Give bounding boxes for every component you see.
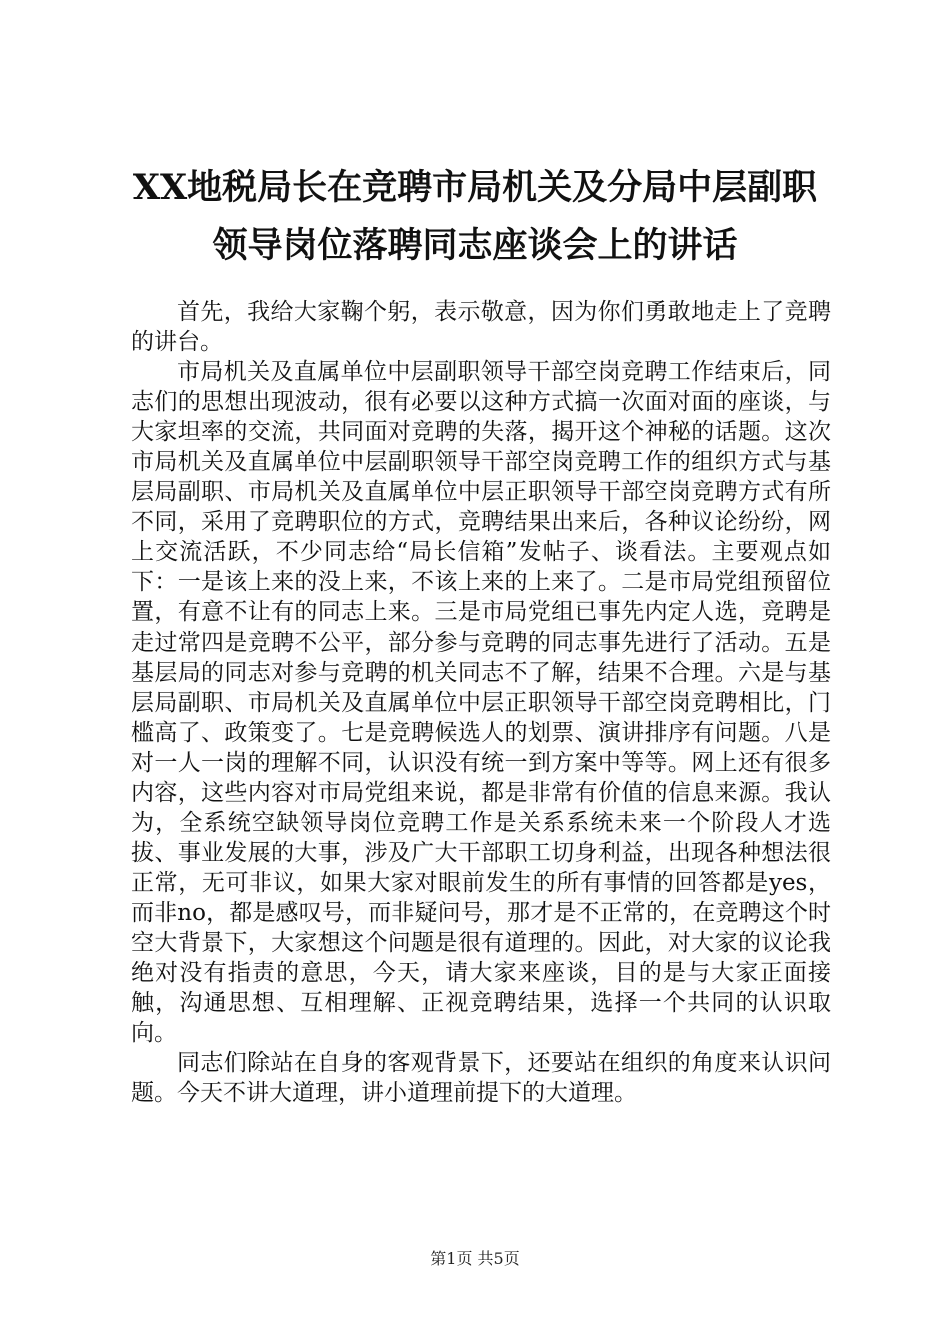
- document-title-line2: 领导岗位落聘同志座谈会上的讲话: [212, 225, 738, 266]
- document-body: [131, 297, 831, 1108]
- paragraph: 首先，我给大家鞠个躬，表示敬意，因为你们勇敢地走上了竞聘的讲台。: [131, 299, 831, 356]
- paragraph: 同志们除站在自身的客观背景下，还要站在组织的角度来认识问题。今天不讲大道理，讲小道理前提下的大道理。: [131, 1050, 831, 1107]
- page-number-footer: 第1页 共5页: [430, 1249, 520, 1268]
- document-title-line1: XX地税局长在竞聘市局机关及分局中层副职: [132, 167, 818, 208]
- paragraph: 市局机关及直属单位中层副职领导干部空岗竞聘工作结束后，同志们的思想出现波动，很有必要以这种方式搞一次面对面的座谈，与大家坦率的交流，共同面对竞聘的失落，揭开这个神秘的话题。这次市局机关及直属单位中层副职领导干部空岗竞聘工作的组织方式与基层局副职、市局机关及直属单位中层正职领导干部空岗竞聘方式有所不同，采用了竞聘职位的方式，竞聘结果出来后，各种议论纷纷，网上交流活跃，不少同志给“局长信箱”发帖子、谈看法。主要观点如下：一是该上来的没上来，不该上来的上来了。二是市局党组预留位置，有意不让有的同志上来。三是市局党组已事先内定人选，竞聘是走过常四是竞聘不公平，部分参与竞聘的同志事先进行了活动。五是基层局的同志对参与竞聘的机关同志不了解，结果不合理。六是与基层局副职、市局机关及直属单位中层正职领导干部空岗竞聘相比，门槛高了、政策变了。七是竞聘候选人的划票、演讲排序有问题。八是对一人一岗的理解不同，认识没有统一到方案中等等。网上还有很多内容，这些内容对市局党组来说，都是非常有价值的信息来源。我认为，全系统空缺领导岗位竞聘工作是关系系统未来一个阶段人才选拔、事业发展的大事，涉及广大干部职工切身利益，出现各种想法很正常，无可非议，如果大家对眼前发生的所有事情的回答都是yes，而非no，都是感叹号，而非疑问号，那才是不正常的，在竞聘这个时空大背景下，大家想这个问题是很有道理的。因此，对大家的议论我绝对没有指责的意思，今天，请大家来座谈，目的是与大家正面接触，沟通思想、互相理解、正视竞聘结果，选择一个共同的认识取向。: [131, 359, 831, 1047]
